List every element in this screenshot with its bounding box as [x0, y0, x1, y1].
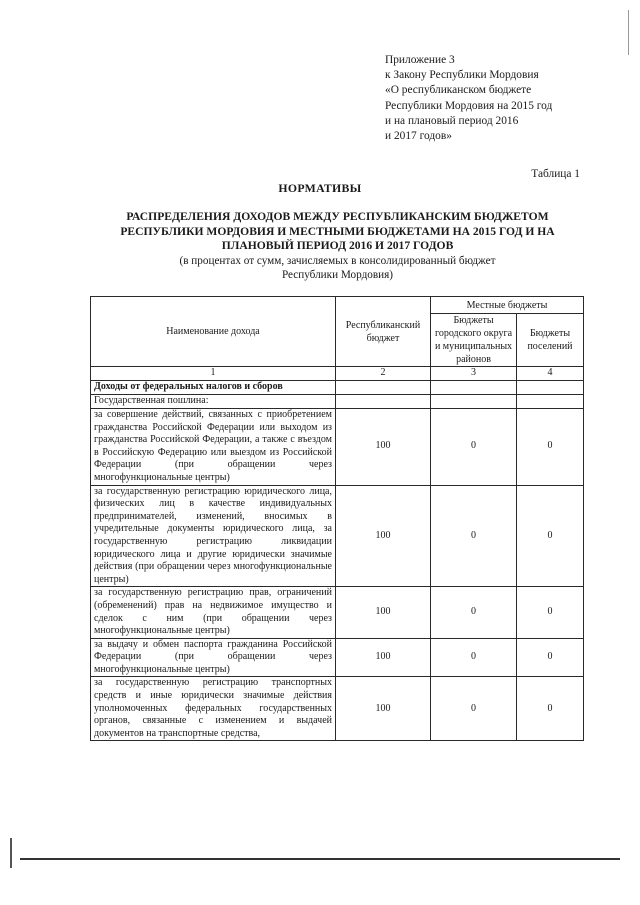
column-number: 2: [336, 367, 431, 381]
income-name: за выдачу и обмен паспорта гражданина Российской Федерации (при обращении через многофункциональные центры): [91, 638, 336, 677]
heading-line: РАСПРЕДЕЛЕНИЯ ДОХОДОВ МЕЖДУ РЕСПУБЛИКАНСКИМ БЮДЖЕТОМ: [126, 210, 549, 223]
document-heading: [75, 210, 600, 254]
empty-cell: [431, 381, 517, 395]
income-name: за государственную регистрацию прав, ограничений (обременений) прав на недвижимое имущество и сделок с ним (при обращении через многофункциональные центры): [91, 587, 336, 638]
settlement-value: 0: [517, 409, 584, 486]
header-local-budgets: Местные бюджеты: [431, 297, 584, 314]
table-row: [91, 677, 584, 741]
income-name: за государственную регистрацию транспортных средств и иные юридически значимые действия уполномоченных федеральных государственных органов, связанные с изменением и выдачей документов на транспортные средства,: [91, 677, 336, 741]
city-value: 0: [431, 638, 517, 677]
empty-cell: [431, 395, 517, 409]
document-title: НОРМАТИВЫ: [278, 181, 362, 195]
appendix-block: [385, 53, 615, 144]
subsection-title: Государственная пошлина:: [91, 395, 336, 409]
income-name: за совершение действий, связанных с приобретением гражданства Российской Федерации или выходом из гражданства Российской Федерации, а также с въездом в Российскую Федерацию или выездом из Российской Федерации (при обращении через многофункциональные центры): [91, 409, 336, 486]
empty-cell: [517, 395, 584, 409]
header-income-name: Наименование дохода: [91, 297, 336, 367]
column-number: 1: [91, 367, 336, 381]
header-city-budgets: Бюджеты городского округа и муниципальных районов: [431, 314, 517, 367]
scan-edge-mark: [628, 10, 629, 55]
income-name: за государственную регистрацию юридического лица, физических лиц в качестве индивидуальных предпринимателей, изменений, вносимых в учредительные документы юридического лица, за государственную регистрацию ликвидации юридического лица и другие юридически значимые действия (при обращении через многофункциональные центры): [91, 485, 336, 587]
settlement-value: 0: [517, 485, 584, 587]
heading-line: ПЛАНОВЫЙ ПЕРИОД 2016 И 2017 ГОДОВ: [221, 239, 454, 252]
table-row: [91, 638, 584, 677]
table-number: Таблица 1: [531, 168, 580, 180]
republic-value: 100: [336, 485, 431, 587]
scan-edge-mark: [10, 838, 12, 868]
subheading-line: (в процентах от сумм, зачисляемых в консолидированный бюджет: [179, 255, 496, 267]
header-settlement-budgets: Бюджеты поселений: [517, 314, 584, 367]
section-title: Доходы от федеральных налогов и сборов: [91, 381, 336, 395]
republic-value: 100: [336, 677, 431, 741]
appendix-line: Приложение 3: [385, 54, 455, 66]
republic-value: 100: [336, 409, 431, 486]
column-number: 4: [517, 367, 584, 381]
column-number: 3: [431, 367, 517, 381]
settlement-value: 0: [517, 638, 584, 677]
page-bottom-border: [20, 858, 620, 860]
city-value: 0: [431, 485, 517, 587]
city-value: 0: [431, 409, 517, 486]
appendix-line: к Закону Республики Мордовия: [385, 69, 539, 82]
norms-table: [90, 296, 584, 741]
appendix-line: и 2017 годов»: [385, 130, 452, 143]
table-row: [91, 485, 584, 587]
heading-line: РЕСПУБЛИКИ МОРДОВИЯ И МЕСТНЫМИ БЮДЖЕТАМИ НА 2015 ГОД И НА: [120, 224, 555, 238]
subheading-line: Республики Мордовия): [281, 269, 394, 281]
empty-cell: [336, 395, 431, 409]
settlement-value: 0: [517, 677, 584, 741]
table-row: [91, 409, 584, 486]
city-value: 0: [431, 677, 517, 741]
republic-value: 100: [336, 638, 431, 677]
appendix-line: Республики Мордовия на 2015 год: [385, 99, 553, 112]
republic-value: 100: [336, 587, 431, 638]
table-row: [91, 587, 584, 638]
empty-cell: [517, 381, 584, 395]
settlement-value: 0: [517, 587, 584, 638]
document-subheading: [75, 254, 600, 282]
empty-cell: [336, 381, 431, 395]
header-republic-budget: Республиканский бюджет: [336, 297, 431, 367]
appendix-line: и на плановый период 2016: [385, 114, 519, 127]
appendix-line: «О республиканском бюджете: [385, 84, 532, 97]
city-value: 0: [431, 587, 517, 638]
